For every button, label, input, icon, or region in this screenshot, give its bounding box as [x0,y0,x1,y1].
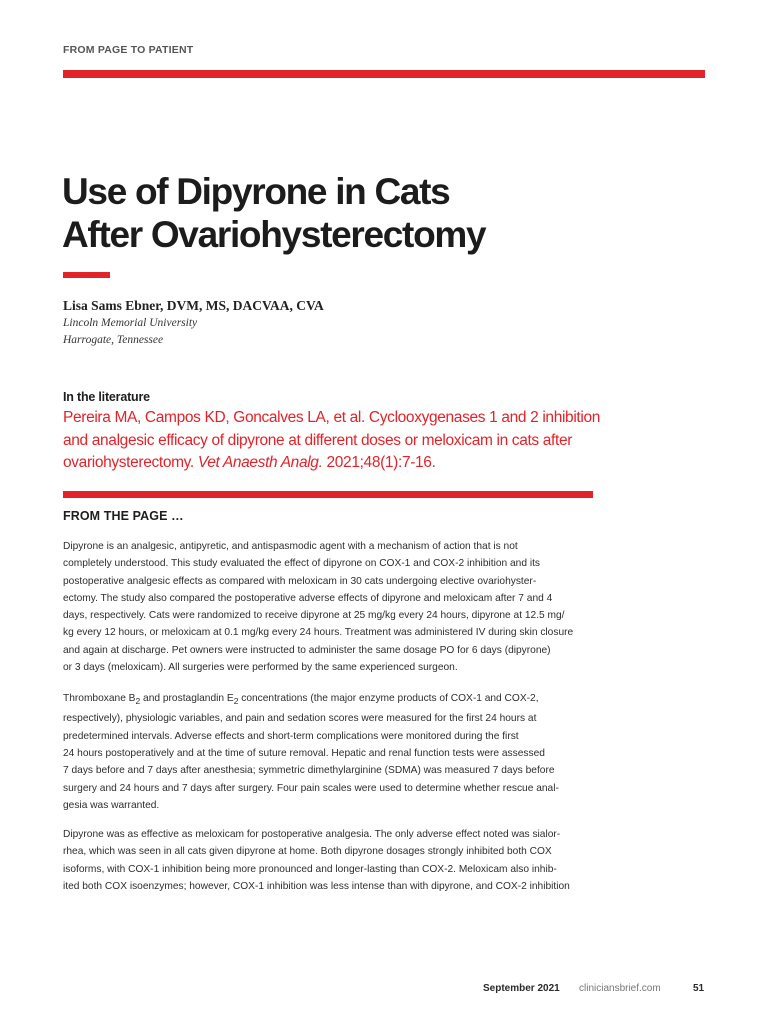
paragraph-line: surgery and 24 hours and 7 days after surgery. Four pain scales were used to determine whether rescue anal- [63,782,559,794]
author-name: Lisa Sams Ebner, DVM, MS, DACVAA, CVA [63,298,324,313]
section-label: FROM PAGE TO PATIENT [63,44,194,56]
paragraph-line: kg every 12 hours, or meloxicam at 0.1 mg/kg every 24 hours. Treatment was administered IV during skin closure [63,627,574,639]
footer-site-link[interactable]: cliniciansbrief.com [579,983,661,994]
paragraph-2 [63,690,598,814]
citation-line-3 [63,452,603,475]
paragraph-line: rhea, which was seen in all cats given dipyrone at home. Both dipyrone dosages strongly inhibited both COX [63,846,552,858]
paragraph-line: isoforms, with COX-1 inhibition being more pronounced and longer-lasting than COX-2. Meloxicam also inhib- [63,863,557,875]
paragraph-line: Dipyrone was as effective as meloxicam for postoperative analgesia. The only adverse effect noted was sialor- [63,829,561,840]
article-title [62,170,622,256]
text-fragment: and prostaglandin E [140,693,234,704]
paragraph-line: Dipyrone is an analgesic, antipyretic, and antispasmodic agent with a mechanism of action that is not [63,541,518,552]
section-divider [63,491,593,498]
paragraph-line: and again at discharge. Pet owners were instructed to administer the same dosage PO for 6 days (dipyrone) [63,644,551,656]
paragraph-line: ectomy. The study also compared the postoperative adverse effects of dipyrone and meloxicam after 7 and 4 [63,592,553,604]
title-line-2: After Ovariohysterectomy [62,214,486,255]
paragraph-line [63,690,598,710]
paragraph-line: or 3 days (meloxicam). All surgeries were performed by the same experienced surgeon. [63,662,458,674]
paragraph-line: days, respectively. Cats were randomized to receive dipyrone at 25 mg/kg every 24 hours, dipyrone at 12.5 mg/ [63,610,565,622]
top-rule [63,70,705,78]
text-fragment: concentrations (the major enzyme products of COX-1 and COX-2, [238,693,539,704]
paragraph-line: postoperative analgesic effects as compared with meloxicam in 30 cats undergoing elective ovariohyster- [63,575,537,587]
from-the-page-label: FROM THE PAGE … [63,509,184,523]
paragraph-line: 7 days before and 7 days after anesthesia; symmetric dimethylarginine (SDMA) was measured 7 days before [63,765,555,777]
paragraph-line: gesia was warranted. [63,799,160,811]
text-fragment: Thromboxane B [63,693,136,704]
citation-line-1: Pereira MA, Campos KD, Goncalves LA, et al. Cyclooxygenases 1 and 2 inhibition [63,409,601,426]
citation-line-3-text: ovariohysterectomy. [63,454,194,471]
paragraph-line: respectively), physiologic variables, and pain and sedation scores were measured for the first 24 hours at [63,713,537,725]
citation-journal: Vet Anaesth Analg. [197,454,323,471]
footer-date: September 2021 [483,983,560,994]
paragraph-3 [63,826,598,895]
subscript: 2 [135,696,141,707]
paragraph-1 [63,538,598,676]
affiliation-location: Harrogate, Tennessee [63,334,164,346]
citation [63,407,603,475]
title-line-1: Use of Dipyrone in Cats [62,171,450,212]
affiliation-university: Lincoln Memorial University [63,317,198,329]
citation-line-2: and analgesic efficacy of dipyrone at different doses or meloxicam in cats after [63,431,573,449]
paragraph-line: completely understood. This study evaluated the effect of dipyrone on COX-1 and COX-2 inhibition and its [63,558,541,570]
paragraph-line: ited both COX isoenzymes; however, COX-1 inhibition was less intense than with dipyrone, and COX-2 inhibition [63,880,570,892]
literature-label: In the literature [63,390,150,404]
paragraph-line: predetermined intervals. Adverse effects and short-term complications were monitored during the first [63,730,519,742]
title-accent-bar [63,272,110,278]
citation-reference: 2021;48(1):7-16. [326,454,436,471]
paragraph-line: 24 hours postoperatively and at the time of suture removal. Hepatic and renal function tests were assessed [63,747,545,759]
page-number: 51 [693,983,705,994]
subscript: 2 [233,696,239,707]
